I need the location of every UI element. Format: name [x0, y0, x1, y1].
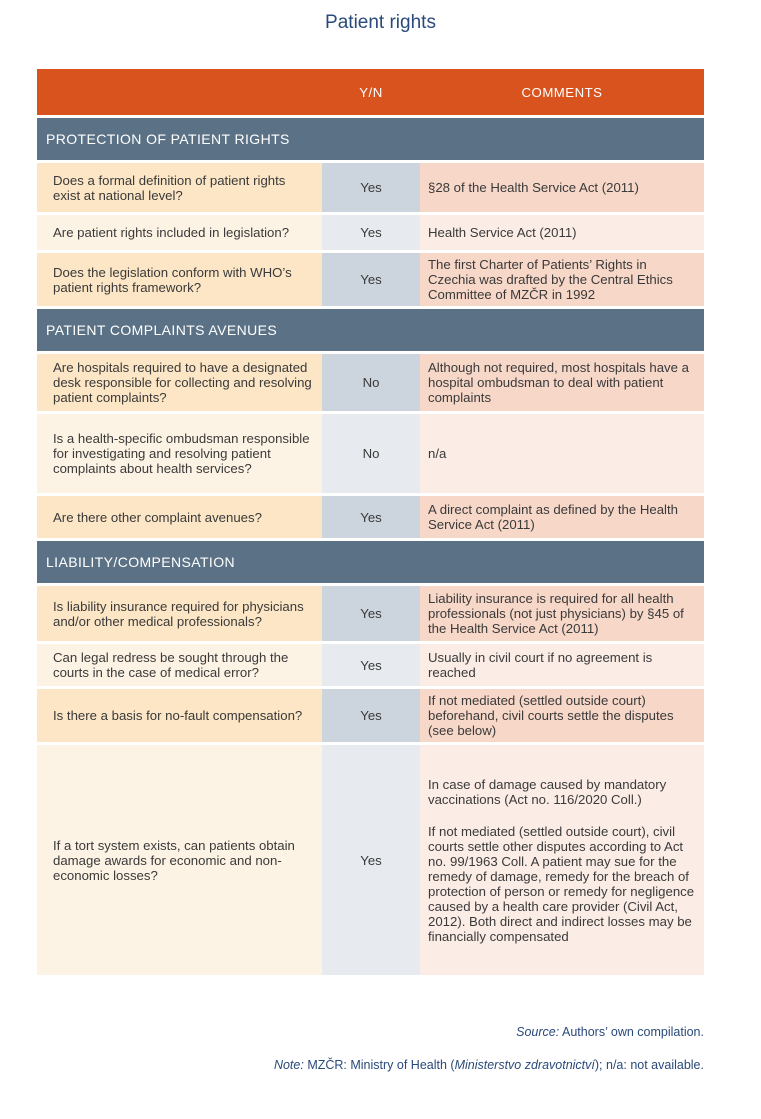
yn-cell: Yes — [322, 493, 420, 538]
source-note — [37, 1025, 704, 1039]
section-header — [37, 538, 704, 583]
section-label: LIABILITY/COMPENSATION — [37, 538, 704, 583]
note-label: Note: — [273, 1058, 304, 1072]
section-label: PROTECTION OF PATIENT RIGHTS — [37, 115, 704, 160]
patient-rights-table — [37, 69, 704, 975]
header-question — [37, 69, 322, 115]
table-row — [37, 686, 704, 742]
header-comments: COMMENTS — [420, 69, 704, 115]
comment-paragraph: In case of damage caused by mandatory vaccinations (Act no. 116/2020 Coll.) — [428, 776, 667, 807]
question-cell: Are there other complaint avenues? — [37, 493, 322, 538]
comment-paragraph: Usually in civil court if no agreement is reached — [428, 650, 653, 680]
note-text-post: ); n/a: not available. — [594, 1058, 704, 1072]
header-row — [37, 69, 704, 115]
question-cell: Is liability insurance required for physicians and/or other medical professionals? — [37, 583, 322, 641]
note-text-italic: Ministerstvo zdravotnictví — [454, 1058, 595, 1072]
yn-cell: No — [322, 351, 420, 411]
source-text: Authors’ own compilation. — [559, 1025, 704, 1039]
comment-paragraph: Liability insurance is required for all health professionals (not just physicians) by §45 of the Health Service Act (2011) — [428, 591, 684, 636]
yn-cell: Yes — [322, 641, 420, 686]
yn-cell: Yes — [322, 583, 420, 641]
question-cell: Does the legislation conform with WHO’s patient rights framework? — [37, 250, 322, 306]
comment-cell — [420, 493, 704, 538]
table-row — [37, 351, 704, 411]
table-row — [37, 641, 704, 686]
table-row — [37, 160, 704, 212]
comment-cell — [420, 250, 704, 306]
question-cell: Is a health-specific ombudsman responsible for investigating and resolving patient complaints about health services? — [37, 411, 322, 493]
comment-paragraph: A direct complaint as defined by the Health Service Act (2011) — [428, 502, 678, 532]
source-label: Source: — [516, 1025, 560, 1039]
question-cell: Is there a basis for no-fault compensation? — [37, 686, 322, 742]
yn-cell: Yes — [322, 686, 420, 742]
comment-cell — [420, 686, 704, 742]
comment-paragraph: If not mediated (settled outside court), civil courts settle other disputes according to Act no. 99/1963 Coll. A patient may sue for the remedy of damage, remedy for the breach of protection of person or remedy for negligence caused by a health care provider (Civil Act, 2012). Both direct and indirect losses may be financially compensated — [428, 823, 695, 944]
comment-cell — [420, 742, 704, 975]
comment-paragraph: The first Charter of Patients’ Rights in Czechia was drafted by the Central Ethics Committee of MZČR in 1992 — [428, 257, 673, 302]
question-cell: Can legal redress be sought through the courts in the case of medical error? — [37, 641, 322, 686]
question-cell: Does a formal definition of patient rights exist at national level? — [37, 160, 322, 212]
table-row — [37, 583, 704, 641]
yn-cell: Yes — [322, 212, 420, 250]
comment-cell — [420, 212, 704, 250]
question-cell: Are hospitals required to have a designated desk responsible for collecting and resolving patient complaints? — [37, 351, 322, 411]
table-row — [37, 493, 704, 538]
note-text-pre: MZČR: Ministry of Health ( — [303, 1058, 455, 1072]
yn-cell: No — [322, 411, 420, 493]
table-row — [37, 742, 704, 975]
header-yn: Y/N — [322, 69, 420, 115]
page-title: Patient rights — [325, 12, 436, 33]
table-row — [37, 250, 704, 306]
comment-cell — [420, 641, 704, 686]
comment-paragraph: Health Service Act (2011) — [428, 225, 577, 240]
table-body — [37, 115, 704, 975]
section-header — [37, 306, 704, 351]
question-cell: If a tort system exists, can patients obtain damage awards for economic and non-economic losses? — [37, 742, 322, 975]
yn-cell: Yes — [322, 742, 420, 975]
comment-paragraph: Although not required, most hospitals have a hospital ombudsman to deal with patient complaints — [428, 360, 689, 405]
comment-cell — [420, 160, 704, 212]
section-label: PATIENT COMPLAINTS AVENUES — [37, 306, 704, 351]
yn-cell: Yes — [322, 160, 420, 212]
table-row — [37, 411, 704, 493]
table-row — [37, 212, 704, 250]
question-cell: Are patient rights included in legislation? — [37, 212, 322, 250]
comment-paragraph: If not mediated (settled outside court) beforehand, civil courts settle the disputes (see below) — [428, 693, 674, 738]
section-header — [37, 115, 704, 160]
yn-cell: Yes — [322, 250, 420, 306]
comment-cell — [420, 411, 704, 493]
comment-cell — [420, 583, 704, 641]
comment-cell — [420, 351, 704, 411]
comment-paragraph: §28 of the Health Service Act (2011) — [428, 180, 639, 195]
comment-paragraph: n/a — [428, 446, 447, 461]
abbreviation-note — [37, 1058, 704, 1072]
